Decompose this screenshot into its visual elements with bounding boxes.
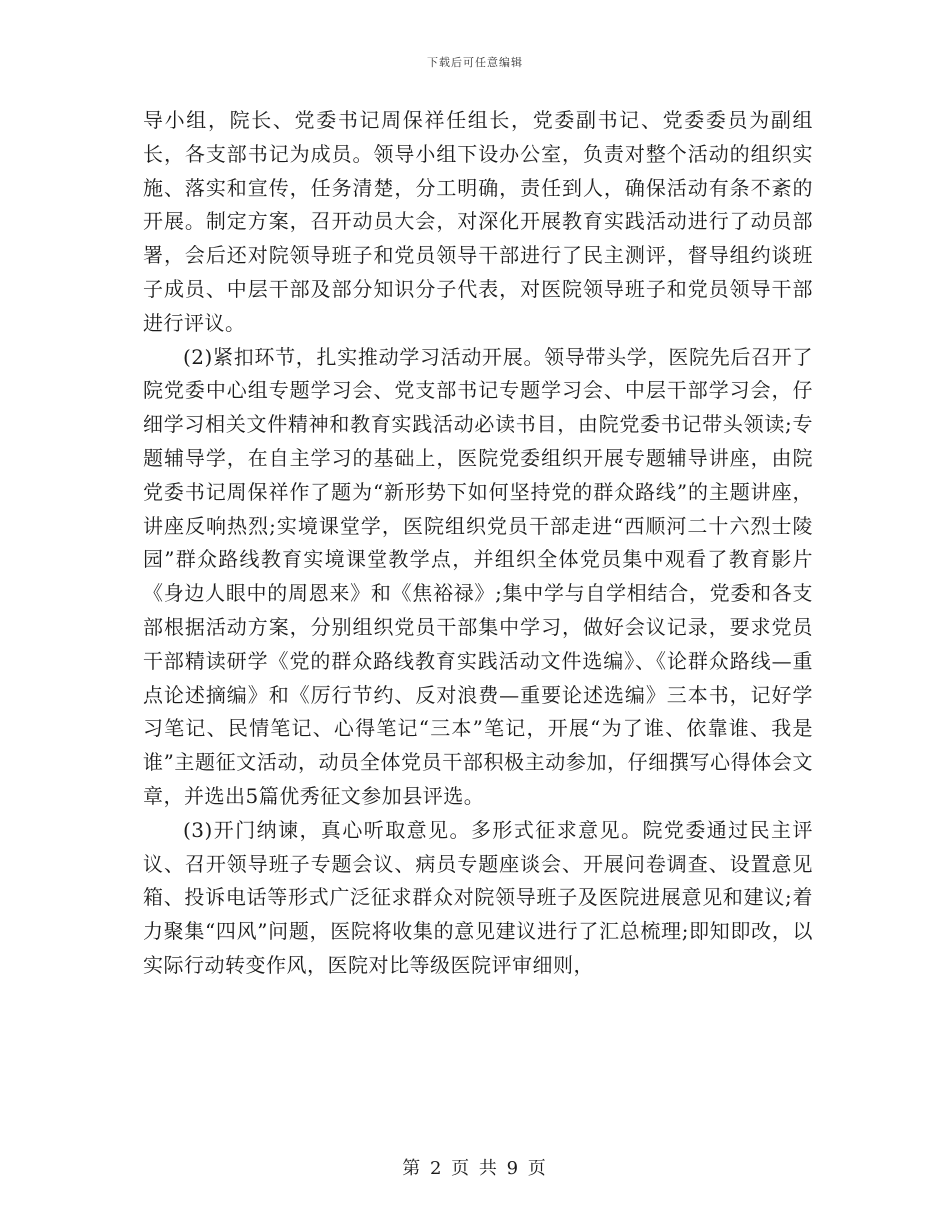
current-page-number: 2	[429, 1158, 444, 1179]
paragraph-3: (3)开门纳谏，真心听取意见。多形式征求意见。院党委通过民主评议、召开领导班子专题会议、病员专题座谈会、开展问卷调查、设置意见箱、投诉电话等形式广泛征求群众对院领导班子及医院进展意见和建议;着力聚集“四风”问题，医院将收集的意见建议进行了汇总梳理;即知即改，以实际行动转变作风，医院对比等级医院评审细则，	[143, 817, 813, 977]
total-pages-number: 9	[506, 1158, 521, 1179]
footer-mid-2: 共	[478, 1158, 499, 1179]
footer-prefix: 第	[402, 1158, 423, 1179]
page-header-note: 下载后可任意编辑	[427, 56, 523, 69]
paragraph-1: 导小组，院长、党委书记周保祥任组长，党委副书记、党委委员为副组长，各支部书记为成员。领导小组下设办公室，负责对整个活动的组织实施、落实和宣传，任务清楚，分工明确，责任到人，确保活动有条不紊的开展。制定方案，召开动员大会，对深化开展教育实践活动进行了动员部署，会后还对院领导班子和党员领导干部进行了民主测评，督导组约谈班子成员、中层干部及部分知识分子代表，对医院领导班子和党员领导干部进行评议。	[143, 108, 813, 335]
paragraph-2: (2)紧扣环节，扎实推动学习活动开展。领导带头学，医院先后召开了院党委中心组专题学习会、党支部书记专题学习会、中层干部学习会，仔细学习相关文件精神和教育实践活动必读书目，由院党委书记带头领读;专题辅导学，在自主学习的基础上，医院党委组织开展专题辅导讲座，由院党委书记周保祥作了题为“新形势下如何坚持党的群众路线”的主题讲座，讲座反响热烈;实境课堂学，医院组织党员干部走进“西顺河二十六烈士陵园”群众路线教育实境课堂教学点，并组织全体党员集中观看了教育影片《身边人眼中的周恩来》和《焦裕禄》;集中学与自学相结合，党委和各支部根据活动方案，分别组织党员干部集中学习，做好会议记录，要求党员干部精读研学《党的群众路线教育实践活动文件选编》、《论群众路线—重点论述摘编》和《厉行节约、反对浪费—重要论述选编》三本书，记好学习笔记、民情笔记、心得笔记“三本”笔记，开展“为了谁、依靠谁、我是谁”主题征文活动，动员全体党员干部积极主动参加，仔细撰写心得体会文章，并选出5篇优秀征文参加县评选。	[143, 344, 813, 808]
page-footer	[0, 1154, 950, 1180]
footer-mid-1: 页	[451, 1158, 472, 1179]
document-body	[143, 104, 813, 983]
footer-suffix: 页	[527, 1158, 548, 1179]
